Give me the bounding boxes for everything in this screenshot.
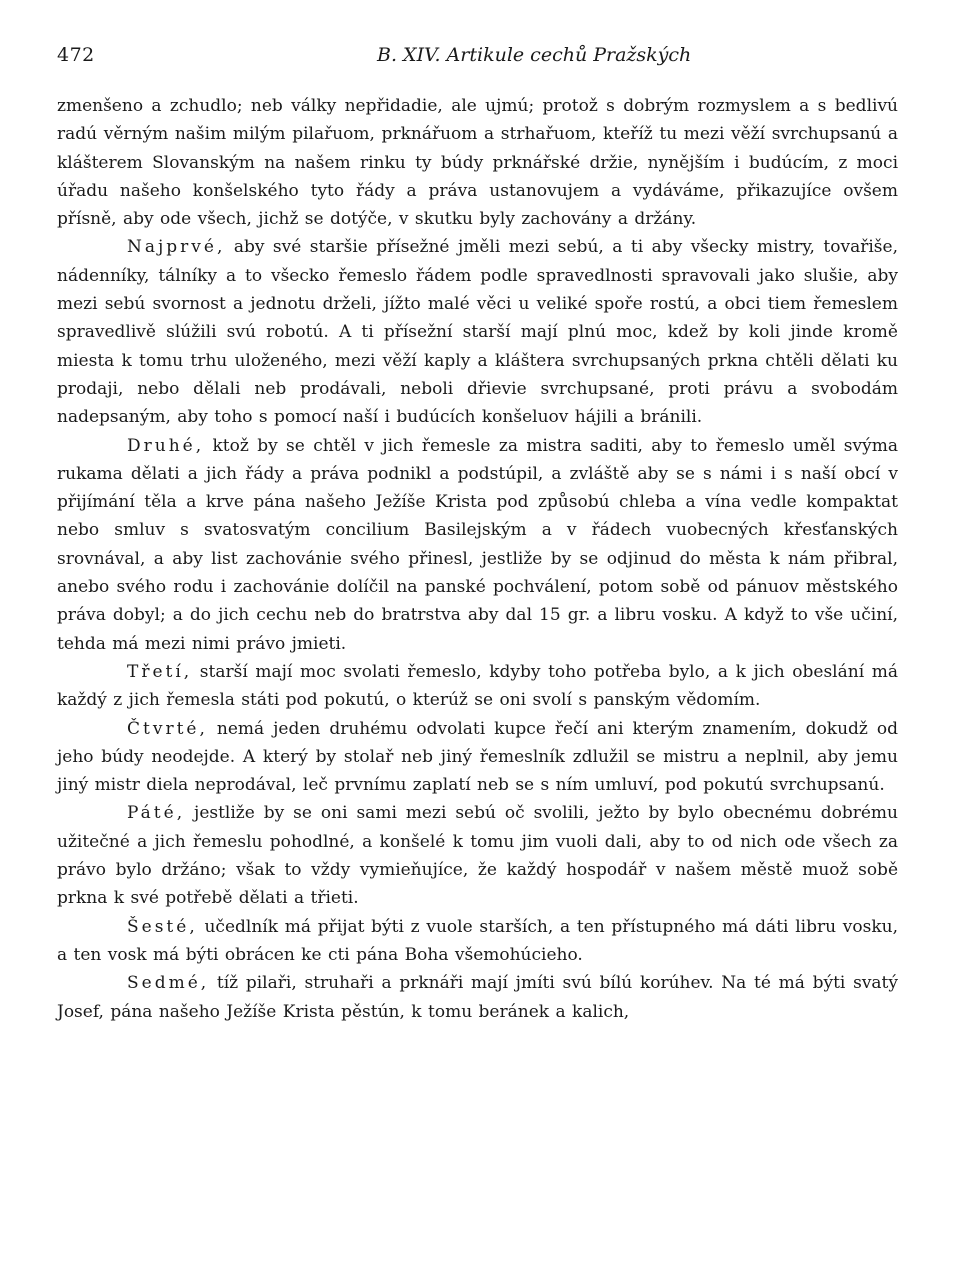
paragraph-article-4 (57, 715, 898, 800)
paragraph-text: tíž pilaři, struhaři a prknáři mají jmíti svú bílú korúhev. Na té má býti svatý Josef, pána našeho Ježíše Krista pěstún, k tomu beránek a kalich, (57, 973, 898, 1022)
article-lead-word: Páté, (127, 803, 186, 824)
paragraph-text: starší mají moc svolati řemeslo, kdyby toho potřeba bylo, a k jich obeslání má každý z jich řemesla státi pod pokutú, o kterúž se oni svolí s panským vědomím. (57, 661, 898, 711)
page-number: 472 (57, 44, 95, 66)
running-title: B. XIV. Artikule cechů Pražských (377, 44, 692, 66)
article-lead-word: Šesté, (127, 916, 198, 937)
paragraph-intro (57, 92, 898, 233)
article-lead-word: Druhé, (127, 435, 205, 456)
paragraph-article-5 (57, 799, 898, 912)
article-lead-word: Sedmé, (127, 973, 210, 994)
paragraph-text: jestliže by se oni sami mezi sebú oč svolili, ježto by bylo obecnému dobrému užitečné a jich řemeslu pohodlné, a konšelé k tomu jim vuoli dali, aby to od nich ode všech za právo bylo držáno; však to vždy vymieňujíce, že každý hospodář v našem městě muož sobě prkna k své potřebě dělati a třieti. (57, 803, 898, 909)
paragraph-article-7 (57, 969, 898, 1026)
article-lead-word: Najprvé, (127, 237, 226, 258)
paragraph-article-1 (57, 233, 898, 431)
article-lead-word: Čtvrté, (127, 718, 208, 739)
body-text (57, 92, 898, 1026)
paragraph-text: zmenšeno a zchudlo; neb války nepřidadie, ale ujmú; protož s dobrým rozmyslem a s bedlivú radú věrným našim milým pilařuom, prknářuom a strhařuom, kteříž tu mezi věží svrchupsanú a klášterem Slovanským na našem rinku ty búdy prknářské držie, nynějším i budúcím, z moci úřadu našeho konšelského tyto řády a práva ustanovujem a vydáváme, přikazujíce ovšem přísně, aby ode všech, jichž se dotýče, v skutku byly zachovány a držány. (57, 96, 898, 230)
paragraph-text: aby své staršie přísežné jměli mezi sebú, a ti aby všecky mistry, tovařiše, nádenníky, tálníky a to všecko řemeslo řádem podle spravedlnosti spravovali jako slušie, aby mezi sebú svornost a jednotu drželi, jížto malé věci u veliké spoře rostú, a obci tiem řemeslem spravedlivě slúžili svú robotú. A ti přísežní starší mají plnú moc, kdež by koli jinde kromě miesta k tomu trhu uloženého, mezi věží kaply a kláštera svrchupsaných prkna chtěli dělati ku prodaji, nebo dělali neb prodávali, neboli dřievie svrchupsané, proti právu a svobodám nadepsaným, aby toho s pomocí naší i budúcích konšeluov hájili a bránili. (57, 237, 898, 428)
paragraph-text: nemá jeden druhému odvolati kupce řečí ani kterým znamením, dokudž od jeho búdy neodejde. A který by stolař neb jiný řemeslník zdlužil se mistru a neplnil, aby jemu jiný mistr diela neprodával, leč prvnímu zaplatí neb se s ním umluví, pod pokutú svrchupsanú. (57, 718, 898, 796)
article-lead-word: Třetí, (127, 661, 193, 682)
paragraph-article-2 (57, 432, 898, 658)
paragraph-article-6 (57, 913, 898, 970)
paragraph-article-3 (57, 658, 898, 715)
paragraph-text: učedlník má přijat býti z vuole starších, a ten přístupného má dáti libru vosku, a ten vosk má býti obrácen ke cti pána Boha všemohúcieho. (57, 916, 898, 965)
paragraph-text: ktož by se chtěl v jich řemesle za mistra saditi, aby to řemeslo uměl svýma rukama dělati a jich řády a práva podnikl a podstúpil, a zvláště aby se s námi i s naší obcí v přijímání těla a krve pána našeho Ježíše Krista pod způsobú chleba a vína vedle kompaktat nebo smluv s svatosvatým concilium Basilejským a v řádech vuobecných křesťanských srovnával, a aby list zachovánie svého přinesl, jestliže by se odjinud do města k nám přibral, anebo svého rodu i zachovánie dolíčil na panské pochválení, potom sobě od pánuov městského práva dobyl; a do jich cechu neb do bratrstva aby dal 15 gr. a libru vosku. A když to vše učiní, tehda má mezi nimi právo jmieti. (57, 435, 898, 654)
page-header (57, 40, 904, 70)
